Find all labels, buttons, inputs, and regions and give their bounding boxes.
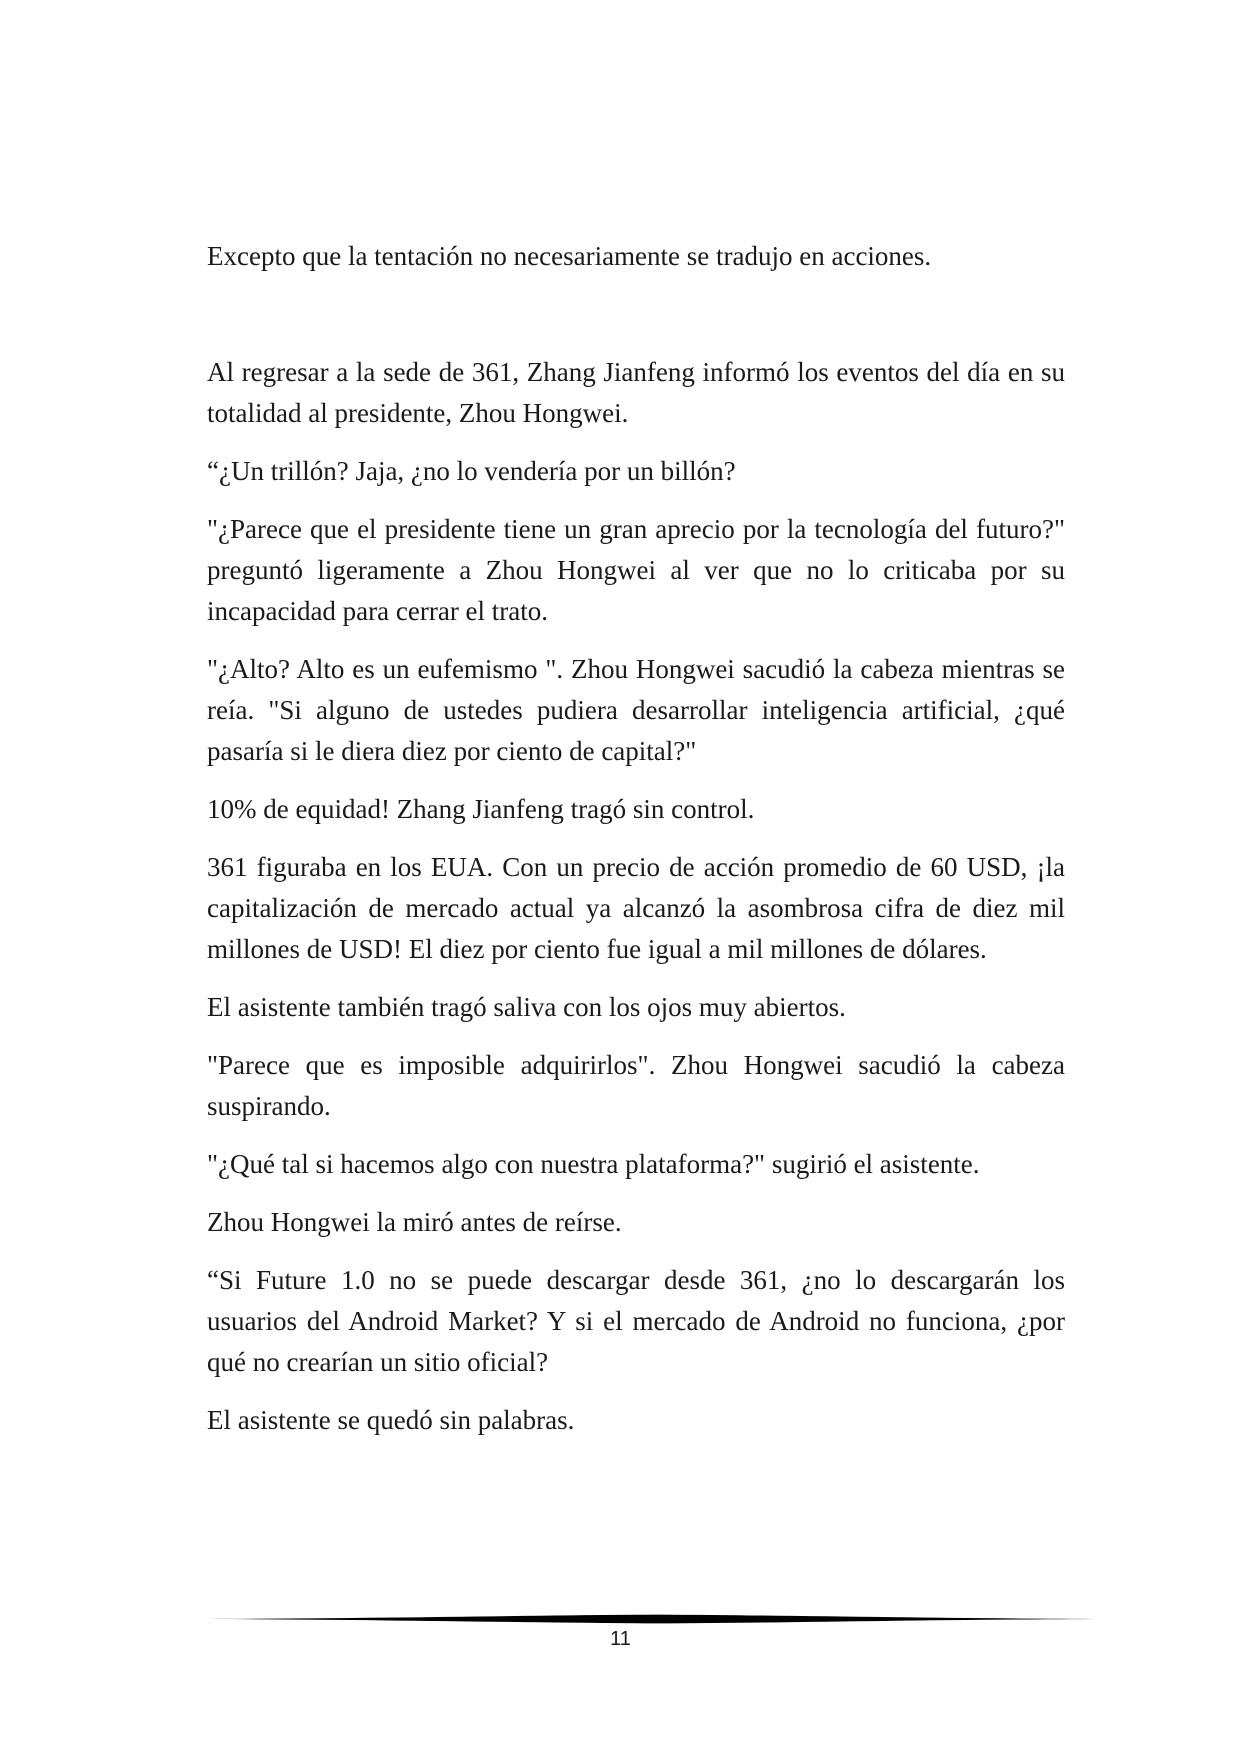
footer-divider [207, 1612, 1107, 1626]
paragraph: "¿Parece que el presidente tiene un gran aprecio por la tecnología del futuro?" preguntó ligeramente a Zhou Hongwei al ver que no lo criticaba por su incapacidad para cerrar el trato. [207, 514, 1065, 626]
paragraph: 10% de equidad! Zhang Jianfeng tragó sin control. [207, 794, 755, 824]
paragraph: Al regresar a la sede de 361, Zhang Jianfeng informó los eventos del día en su totalidad al presidente, Zhou Hongwei. [207, 357, 1065, 428]
paragraph: El asistente se quedó sin palabras. [207, 1405, 575, 1435]
paragraph: "¿Qué tal si hacemos algo con nuestra plataforma?" sugirió el asistente. [207, 1149, 980, 1179]
body-text [207, 236, 1065, 1458]
paragraph: 361 figuraba en los EUA. Con un precio de acción promedio de 60 USD, ¡la capitalización de mercado actual ya alcanzó la asombrosa cifra de diez mil millones de USD! El diez por ciento fue igual a mil millones de dólares. [207, 852, 1065, 964]
paragraph: “Si Future 1.0 no se puede descargar desde 361, ¿no lo descargarán los usuarios del Android Market? Y si el mercado de Android no funciona, ¿por qué no crearían un sitio oficial? [207, 1265, 1065, 1377]
paragraph: Excepto que la tentación no necesariamente se tradujo en acciones. [207, 241, 932, 271]
paragraph: “¿Un trillón? Jaja, ¿no lo vendería por un billón? [207, 456, 736, 486]
paragraph: "Parece que es imposible adquirirlos". Zhou Hongwei sacudió la cabeza suspirando. [207, 1050, 1065, 1121]
page-number: 11 [610, 1628, 631, 1650]
paragraph: El asistente también tragó saliva con los ojos muy abiertos. [207, 992, 846, 1022]
paragraph: "¿Alto? Alto es un eufemismo ". Zhou Hongwei sacudió la cabeza mientras se reía. "Si alguno de ustedes pudiera desarrollar inteligencia artificial, ¿qué pasaría si le diera diez por ciento de capital?" [207, 654, 1065, 766]
paragraph: Zhou Hongwei la miró antes de reírse. [207, 1207, 622, 1237]
